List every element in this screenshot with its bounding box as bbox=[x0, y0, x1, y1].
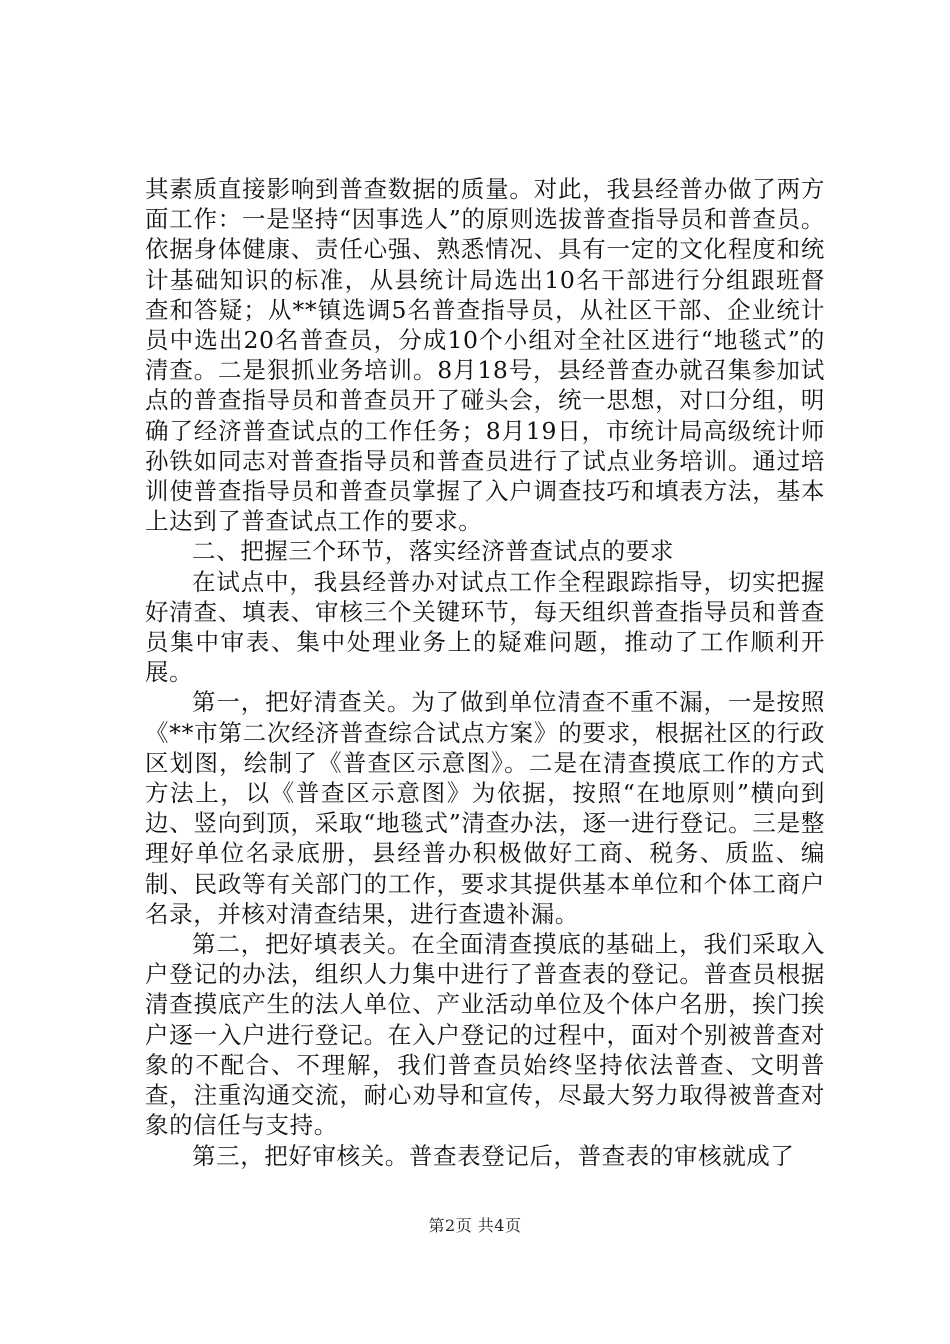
paragraph-continuation: 其素质直接影响到普查数据的质量。对此，我县经普办做了两方面工作：一是坚持“因事选人”的原则选拔普查指导员和普查员。依据身体健康、责任心强、熟悉情况、具有一定的文化程度和统计基础知识的标准，从县统计局选出10名干部进行分组跟班督查和答疑；从**镇选调5名普查指导员，从社区干部、企业统计员中选出20名普查员，分成10个小组对全社区进行“地毯式”的清查。二是狠抓业务培训。8月18号，县经普查办就召集参加试点的普查指导员和普查员开了碰头会，统一思想，对口分组，明确了经济普查试点的工作任务；8月19日，市统计局高级统计师孙铁如同志对普查指导员和普查员进行了试点业务培训。通过培训使普查指导员和普查员掌握了入户调查技巧和填表方法，基本上达到了普查试点工作的要求。 bbox=[145, 175, 825, 536]
paragraph: 第一，把好清查关。为了做到单位清查不重不漏，一是按照《**市第二次经济普查综合试点方案》的要求，根据社区的行政区划图，绘制了《普查区示意图》。二是在清查摸底工作的方式方法上，以《普查区示意图》为依据，按照“在地原则”横向到边、竖向到顶，采取“地毯式”清查办法，逐一进行登记。三是整理好单位名录底册，县经普办积极做好工商、税务、质监、编制、民政等有关部门的工作，要求其提供基本单位和个体工商户名录，并核对清查结果，进行查遗补漏。 bbox=[145, 688, 825, 928]
paragraph: 第三，把好审核关。普查表登记后，普查表的审核就成了 bbox=[192, 1141, 795, 1170]
section-heading: 二、把握三个环节，落实经济普查试点的要求 bbox=[192, 537, 674, 566]
paragraph: 第二，把好填表关。在全面清查摸底的基础上，我们采取入户登记的办法，组织人力集中进行了普查表的登记。普查员根据清查摸底产生的法人单位、产业活动单位及个体户名册，挨门挨户逐一入户进行登记。在入户登记的过程中，面对个别被普查对象的不配合、不理解，我们普查员始终坚持依法普查、文明普查，注重沟通交流，耐心劝导和宣传，尽最大努力取得被普查对象的信任与支持。 bbox=[145, 930, 825, 1140]
page-footer: 第2页 共4页 bbox=[428, 1216, 522, 1235]
paragraph: 在试点中，我县经普办对试点工作全程跟踪指导，切实把握好清查、填表、审核三个关键环节，每天组织普查指导员和普查员集中审表、集中处理业务上的疑难问题，推动了工作顺利开展。 bbox=[145, 567, 825, 687]
document-body bbox=[145, 174, 825, 1171]
